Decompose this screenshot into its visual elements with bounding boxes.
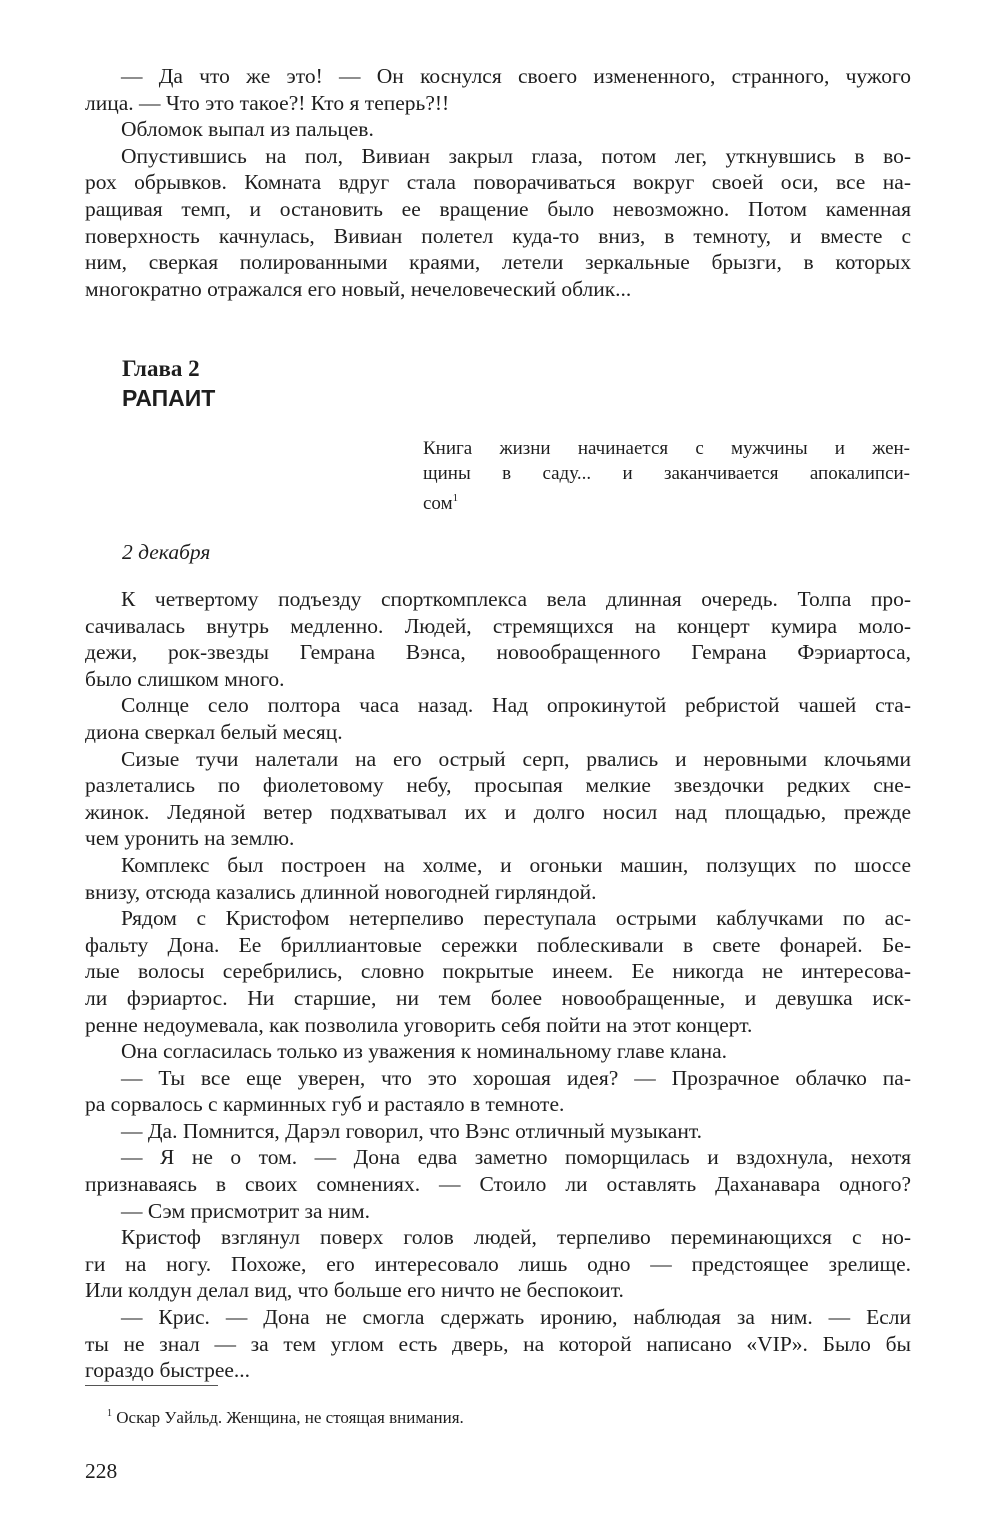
text-line: Или колдун делал вид, что больше его ничто не беспокоит. <box>85 1278 624 1303</box>
text-line: — Ты все еще уверен, что это хорошая идея? — Прозрачное облачко па- <box>121 1065 911 1090</box>
footnote-separator <box>85 1385 218 1386</box>
text-line: гораздо быстрее... <box>85 1358 251 1383</box>
footnote-mark: 1 <box>107 1408 112 1419</box>
footnote <box>107 1402 464 1430</box>
text-line: Обломок выпал из пальцев. <box>121 117 374 142</box>
page-number: 228 <box>85 1459 118 1483</box>
text-line: диона сверкал белый месяц. <box>85 719 343 744</box>
footnote-text: Оскар Уайльд. Женщина, не стоящая внимания. <box>116 1408 464 1427</box>
text-line: лые волосы серебрились, словно покрытые инеем. Ее никогда не интересова- <box>85 959 911 984</box>
text-line: ренне недоумевала, как позволила уговорить себя пойти на этот концерт. <box>85 1012 753 1037</box>
text-line: Рядом с Кристофом нетерпеливо переступала острыми каблучками по ас- <box>121 906 911 931</box>
epigraph-line: Книга жизни начинается с мужчины и жен- <box>423 438 910 459</box>
text-line: — Да что же это! — Он коснулся своего измененного, странного, чужого <box>121 64 911 88</box>
text-line: — Крис. — Дона не смогла сдержать иронию, наблюдая за ним. — Если <box>121 1305 911 1330</box>
text-line: фальту Дона. Ее бриллиантовые сережки поблескивали в свете фонарей. Бе- <box>85 932 911 957</box>
text-line: лица. — Что это такое?! Кто я теперь?!! <box>85 90 450 115</box>
text-line: К четвертому подъезду спорткомплекса вела длинная очередь. Толпа про- <box>121 587 911 611</box>
text-line: ра сорвалось с карминных губ и растаяло в темноте. <box>85 1092 565 1117</box>
text-line: ним, сверкая полированными краями, летели зеркальные брызги, в которых <box>85 250 911 275</box>
chapter-title: РАПАИТ <box>122 385 216 411</box>
diary-date: 2 декабря <box>122 540 211 564</box>
text-line: признаваясь в своих сомнениях. — Стоило ли оставлять Даханавара одного? <box>85 1172 911 1197</box>
text-line: было слишком много. <box>85 666 285 691</box>
text-line: внизу, отсюда казались длинной новогодней гирляндой. <box>85 879 597 904</box>
text-line: дежи, рок-звезды Гемрана Вэнса, новообращенного Гемрана Фэриартоса, <box>85 640 911 665</box>
text-line: многократно отражался его новый, нечеловеческий облик... <box>85 276 632 301</box>
chapter-1-ending <box>85 63 911 302</box>
text-line: ращивая темп, и остановить ее вращение было невозможно. Потом каменная <box>85 196 911 221</box>
text-line: ли фэриартос. Ни старшие, ни тем более новообращенные, и девушка иск- <box>85 985 911 1010</box>
chapter-number: Глава 2 <box>122 356 200 381</box>
epigraph-footnote-mark: 1 <box>452 492 459 504</box>
text-line: поверхность качнулась, Вивиан полетел куда-то вниз, в темноту, и вместе с <box>85 223 911 248</box>
text-line: Опустившись на пол, Вивиан закрыл глаза, потом лег, уткнувшись в во- <box>121 143 911 168</box>
text-line: Солнце село полтора часа назад. Над опрокинутой ребристой чашей ста- <box>121 693 911 718</box>
text-line: — Я не о том. — Дона едва заметно поморщилась и вздохнула, нехотя <box>121 1145 911 1170</box>
text-line: — Да. Помнится, Дарэл говорил, что Вэнс отличный музыкант. <box>121 1118 702 1143</box>
text-line: Комплекс был построен на холме, и огоньки машин, ползущих по шоссе <box>121 852 911 877</box>
text-line: жинок. Ледяной ветер подхватывал их и долго носил над площадью, прежде <box>85 799 911 824</box>
text-line: ты не знал — за тем углом есть дверь, на которой написано «VIP». Было бы <box>85 1331 911 1356</box>
epigraph-line: щины в саду... и заканчивается апокалипси- <box>423 462 910 484</box>
epigraph <box>423 437 910 514</box>
text-line: разлетались по фиолетовому небу, просыпая мелкие звездочки редких сне- <box>85 773 911 798</box>
text-line: Сизые тучи налетали на его острый серп, рвались и неровными клочьями <box>121 746 911 771</box>
text-line: рох обрывков. Комната вдруг стала поворачиваться вокруг своей оси, все на- <box>85 170 911 195</box>
text-line: Кристоф взглянул поверх голов людей, терпеливо переминающихся с но- <box>121 1225 911 1250</box>
text-line: чем уронить на землю. <box>85 826 295 851</box>
text-line: Она согласилась только из уважения к номинальному главе клана. <box>121 1039 728 1064</box>
chapter-2-body <box>85 586 911 1384</box>
text-line: сачивалась внутрь медленно. Людей, стремящихся на концерт кумира моло- <box>85 613 911 638</box>
text-line: ги на ногу. Похоже, его интересовало лишь одно — предстоящее зрелище. <box>85 1251 911 1276</box>
text-line: — Сэм присмотрит за ним. <box>121 1198 370 1223</box>
epigraph-last-line: сом$^1$ <box>423 492 459 514</box>
